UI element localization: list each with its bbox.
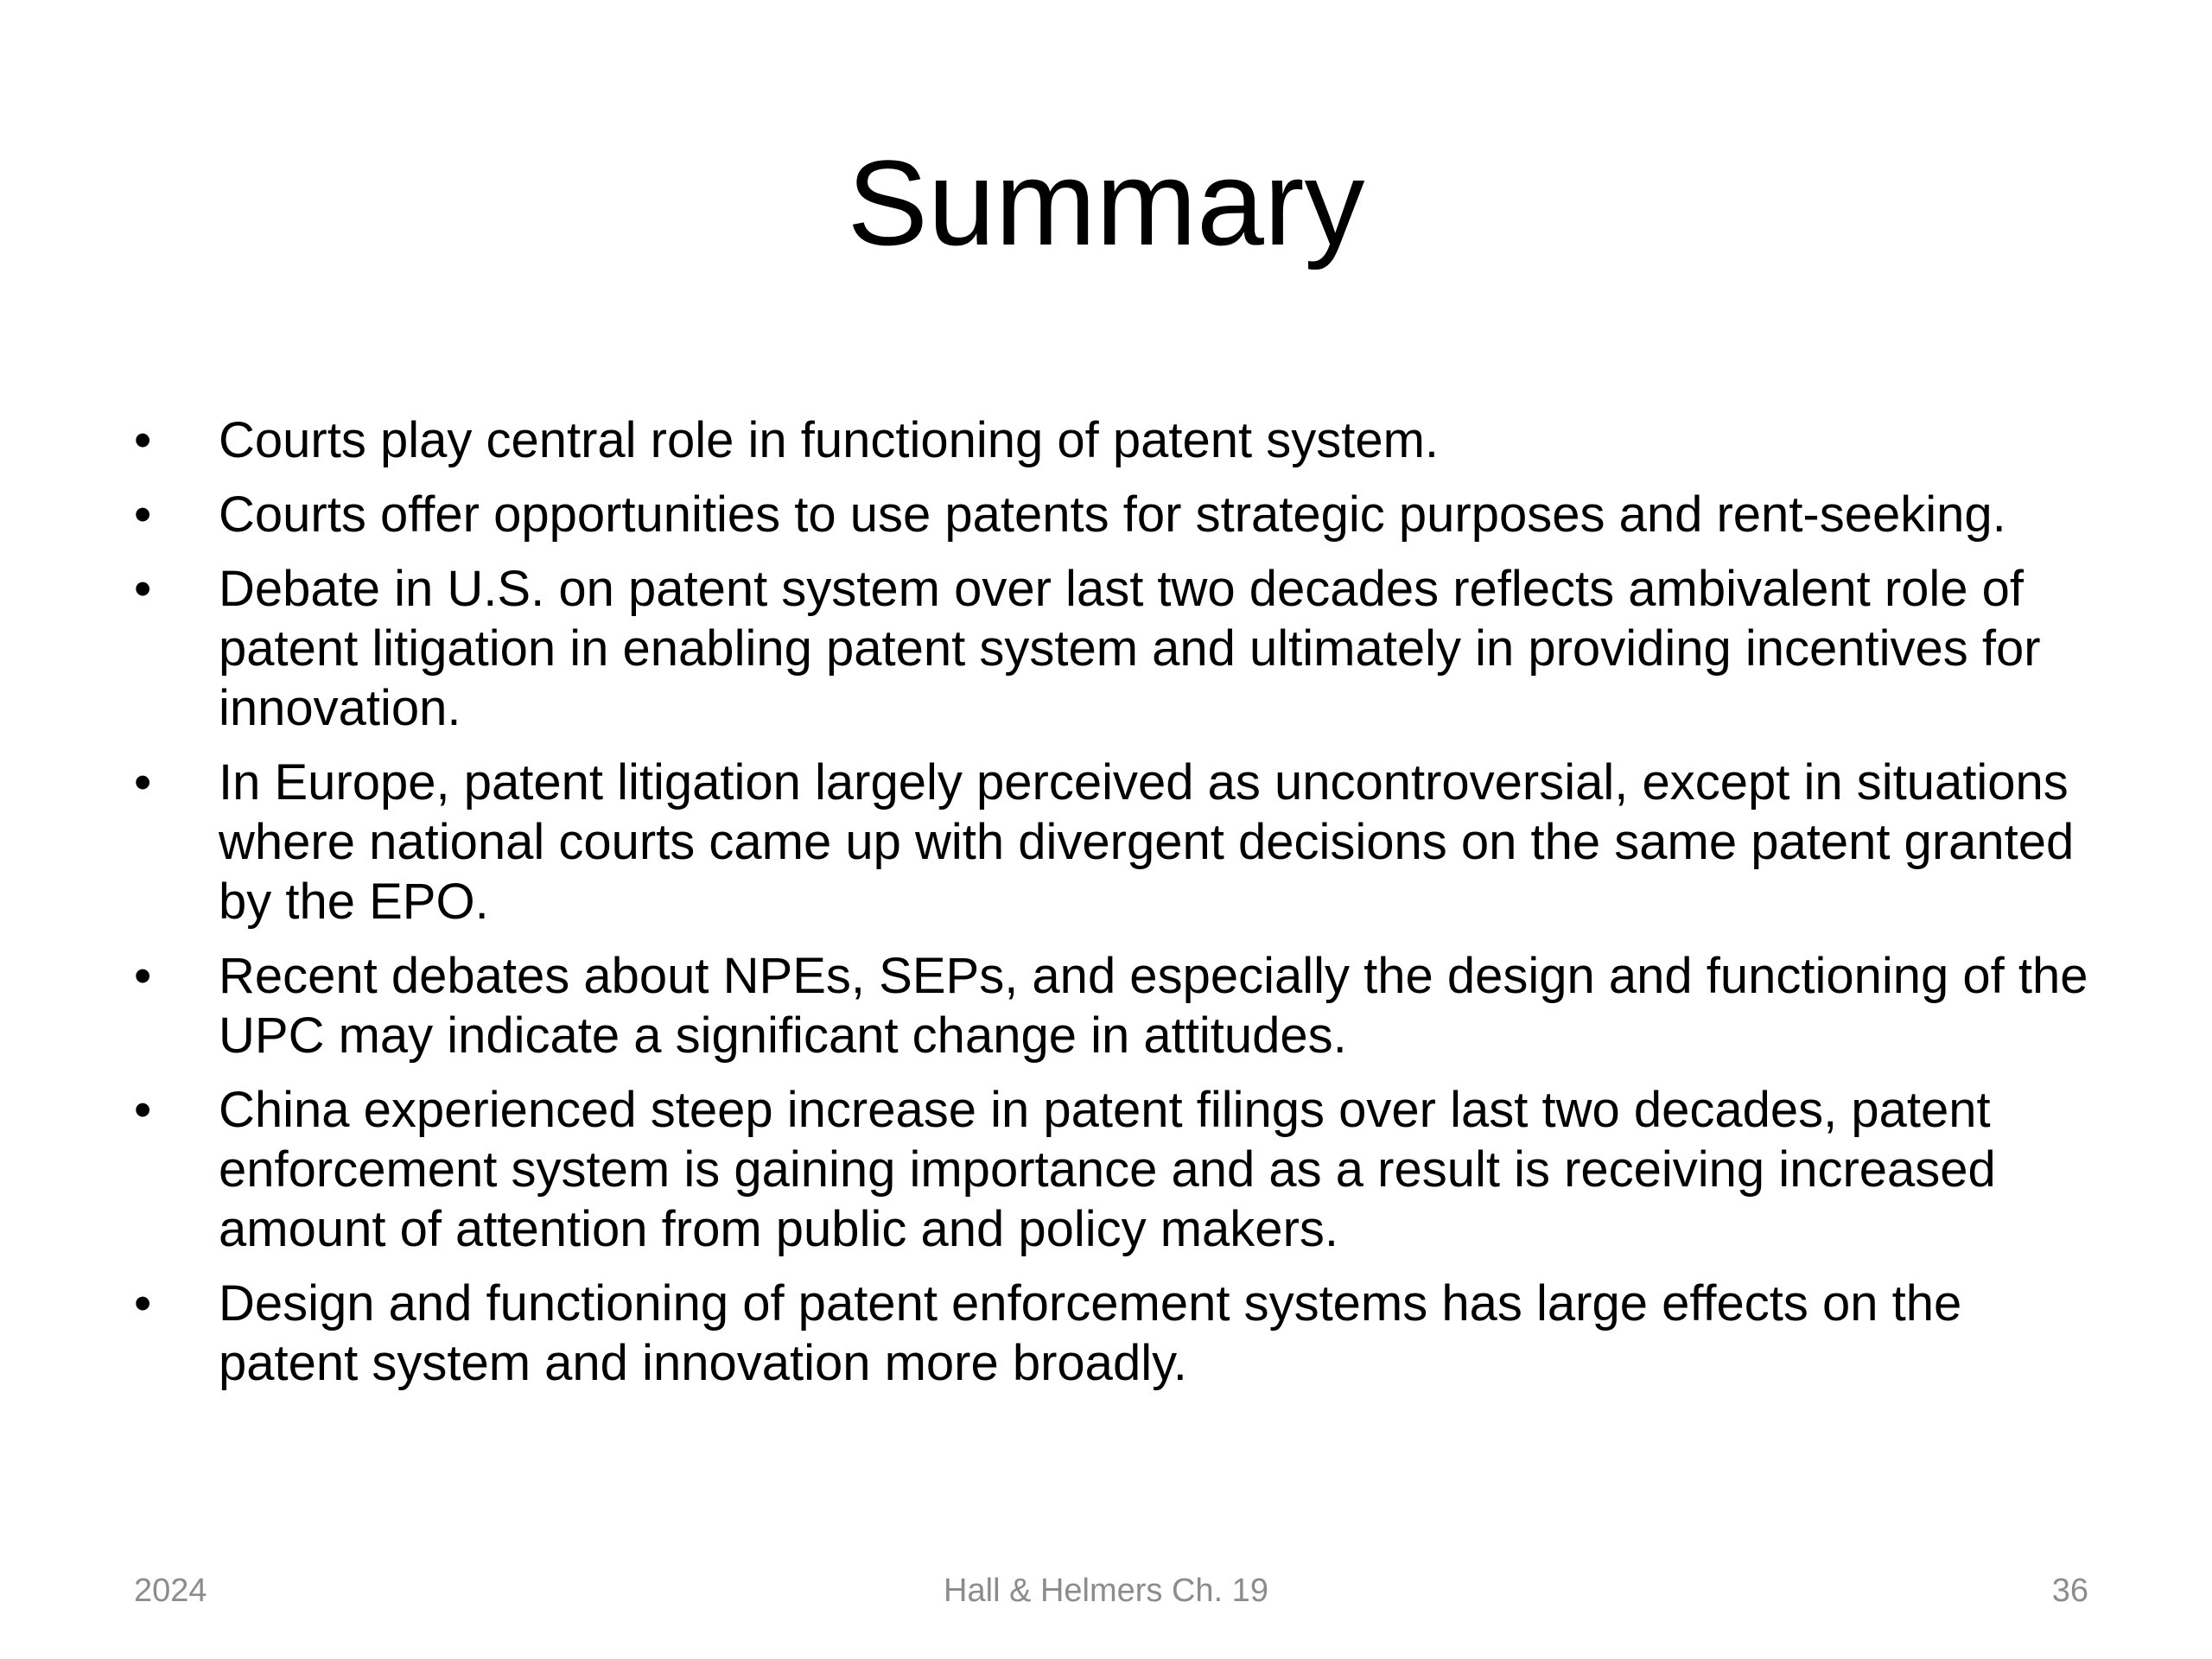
bullet-item: • China experienced steep increase in patent filings over last two decades, patent enforcement system is gaining importance and as a result is receiving increased amount of attention from public and policy makers.	[125, 1080, 2104, 1259]
bullet-item: • Courts offer opportunities to use patents for strategic purposes and rent-seeking.	[125, 485, 2104, 544]
footer-year: 2024	[134, 1573, 207, 1609]
bullet-item: • Courts play central role in functioning of patent system.	[125, 410, 2104, 470]
slide-title: Summary	[847, 135, 1365, 270]
bullet-item: • In Europe, patent litigation largely perceived as uncontroversial, except in situations where national courts came up with divergent decisions on the same patent granted by the EPO.	[125, 753, 2104, 931]
bullet-item: • Design and functioning of patent enforcement systems has large effects on the patent system and innovation more broadly.	[125, 1274, 2104, 1393]
bullet-list	[125, 410, 2104, 1408]
footer-source: Hall & Helmers Ch. 19	[944, 1573, 1268, 1609]
bullet-item: • Debate in U.S. on patent system over last two decades reflects ambivalent role of patent litigation in enabling patent system and ultimately in providing incentives for innovation.	[125, 559, 2104, 738]
footer-page-number: 36	[2051, 1573, 2088, 1609]
bullet-item: • Recent debates about NPEs, SEPs, and especially the design and functioning of the UPC may indicate a significant change in attitudes.	[125, 946, 2104, 1065]
